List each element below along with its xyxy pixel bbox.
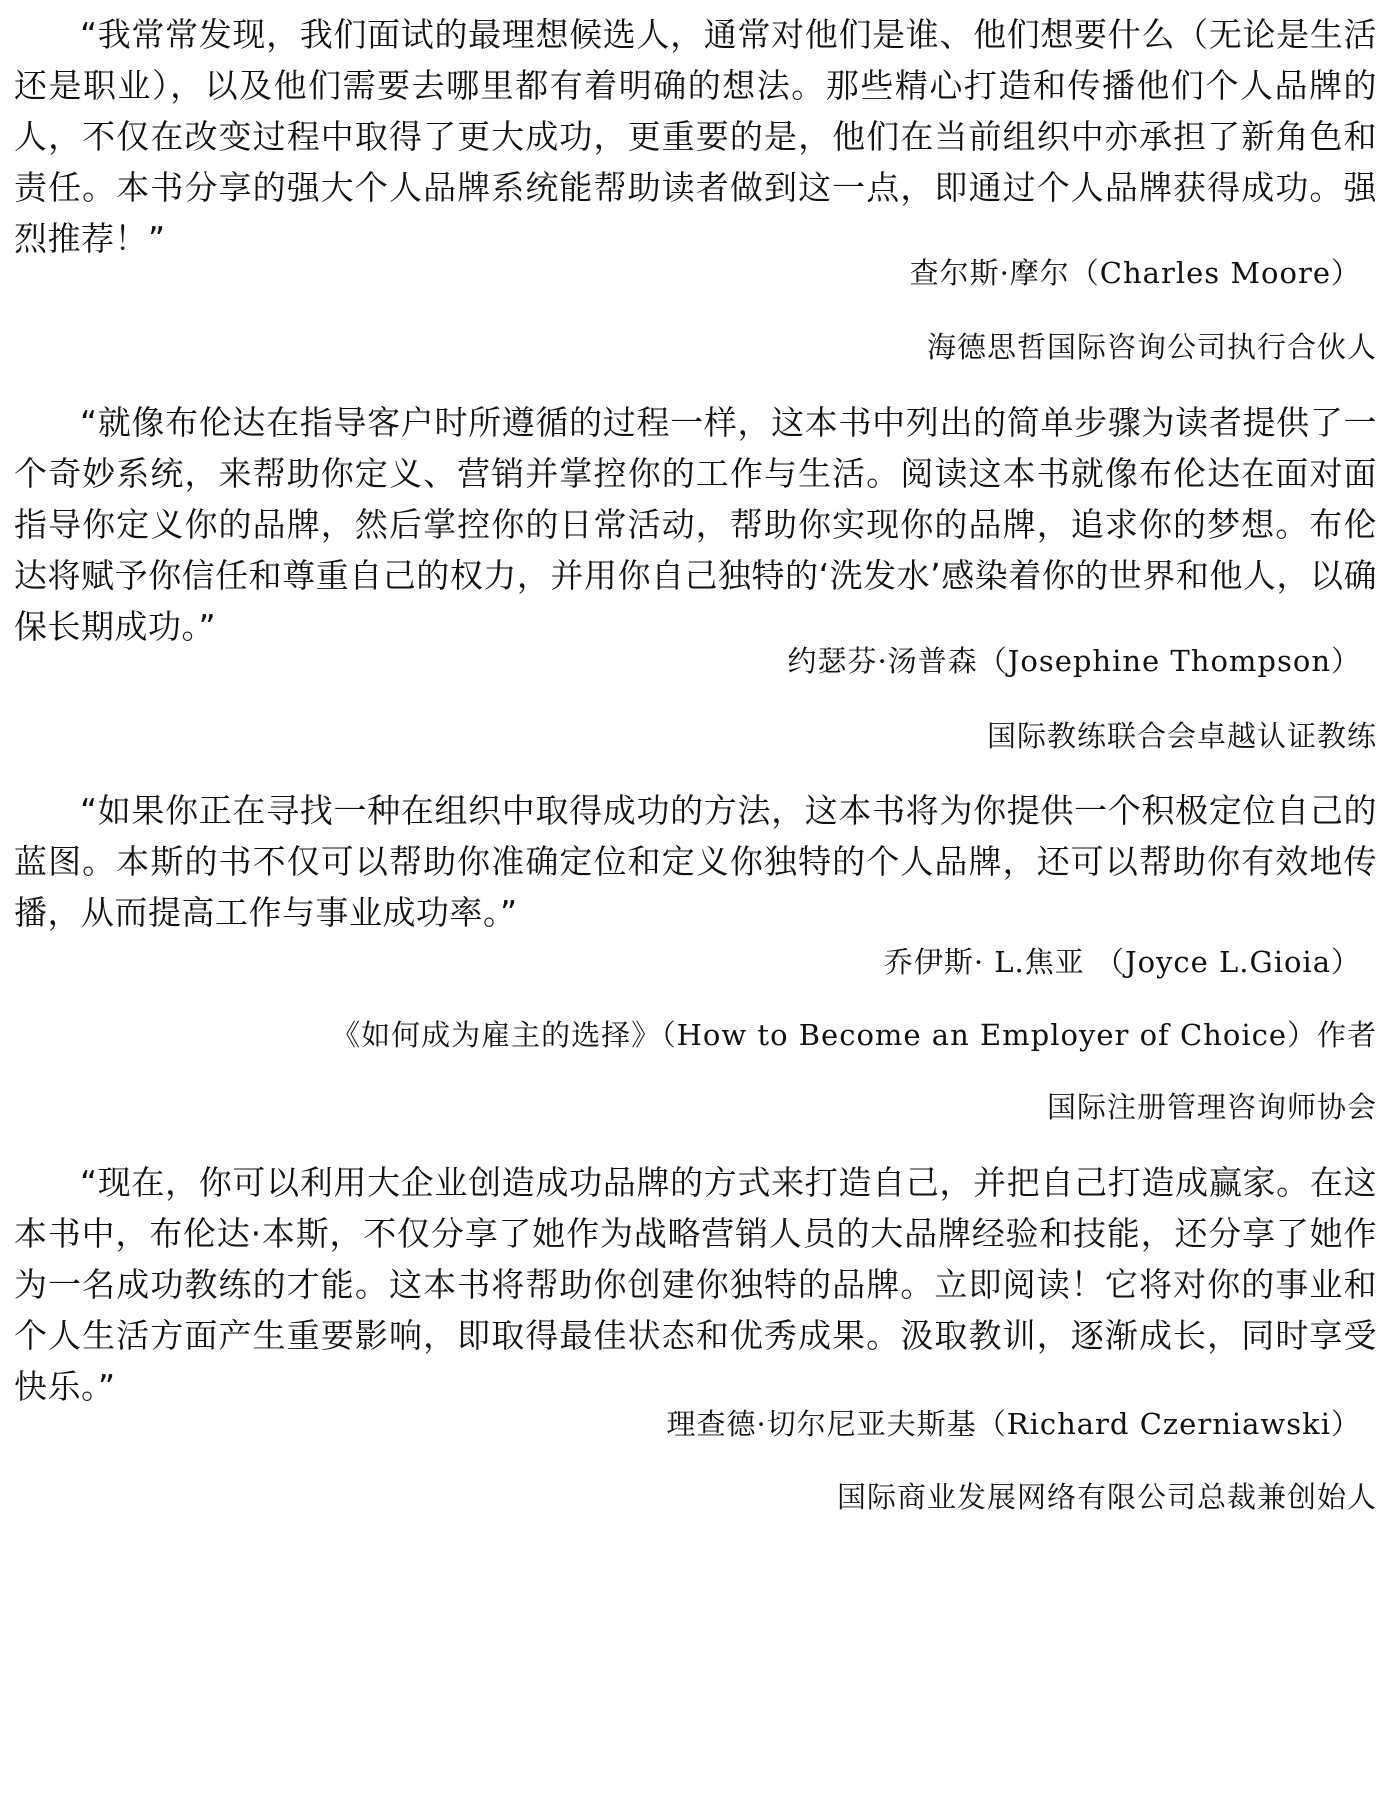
testimonial-author: 乔伊斯· L.焦亚 （Joyce L.Gioia）: [883, 945, 1361, 979]
testimonial-author: 查尔斯·摩尔（Charles Moore）: [909, 256, 1361, 290]
testimonial-quote: “现在，你可以利用大企业创造成功品牌的方式来打造自己，并把自己打造成赢家。在这本书中，布伦达·本斯，不仅分享了她作为战略营销人员的大品牌经验和技能，还分享了她作为一名成功教练的才能。这本书将帮助你创建你独特的品牌。立即阅读！它将对你的事业和个人生活方面产生重要影响，即取得最佳状态和优秀成果。汲取教训，逐渐成长，同时享受快乐。”: [14, 1163, 1377, 1406]
testimonial-quote: “如果你正在寻找一种在组织中取得成功的方法，这本书将为你提供一个积极定位自己的蓝图。本斯的书不仅可以帮助你准确定位和定义你独特的个人品牌，还可以帮助你有效地传播，从而提高工作与事业成功率。”: [14, 791, 1377, 932]
document-page: [14, 0, 1377, 1800]
testimonial-quote: “我常常发现，我们面试的最理想候选人，通常对他们是谁、他们想要什么（无论是生活还是职业），以及他们需要去哪里都有着明确的想法。那些精心打造和传播他们个人品牌的人，不仅在改变过程中取得了更大成功，更重要的是，他们在当前组织中亦承担了新角色和责任。本书分享的强大个人品牌系统能帮助读者做到这一点，即通过个人品牌获得成功。强烈推荐！”: [14, 15, 1377, 258]
testimonial-author: 约瑟芬·汤普森（Josephine Thompson）: [787, 644, 1361, 678]
testimonial-author: 理查德·切尔尼亚夫斯基（Richard Czerniawski）: [666, 1407, 1361, 1441]
testimonial-quote: “就像布伦达在指导客户时所遵循的过程一样，这本书中列出的简单步骤为读者提供了一个奇妙系统，来帮助你定义、营销并掌控你的工作与生活。阅读这本书就像布伦达在面对面指导你定义你的品牌，然后掌控你的日常活动，帮助你实现你的品牌，追求你的梦想。布伦达将赋予你信任和尊重自己的权力，并用你自己独特的‘洗发水’感染着你的世界和他人，以确保长期成功。”: [14, 403, 1377, 646]
testimonial-author-organization: 国际注册管理咨询师协会: [1046, 1090, 1377, 1124]
testimonial-author-title: 国际教练联合会卓越认证教练: [986, 719, 1377, 753]
testimonial-author-title: 国际商业发展网络有限公司总裁兼创始人: [836, 1480, 1377, 1514]
testimonial-author-title: 《如何成为雇主的选择》（How to Become an Employer of Choice）作者: [331, 1018, 1377, 1052]
testimonial-author-title: 海德思哲国际咨询公司执行合伙人: [926, 330, 1377, 364]
